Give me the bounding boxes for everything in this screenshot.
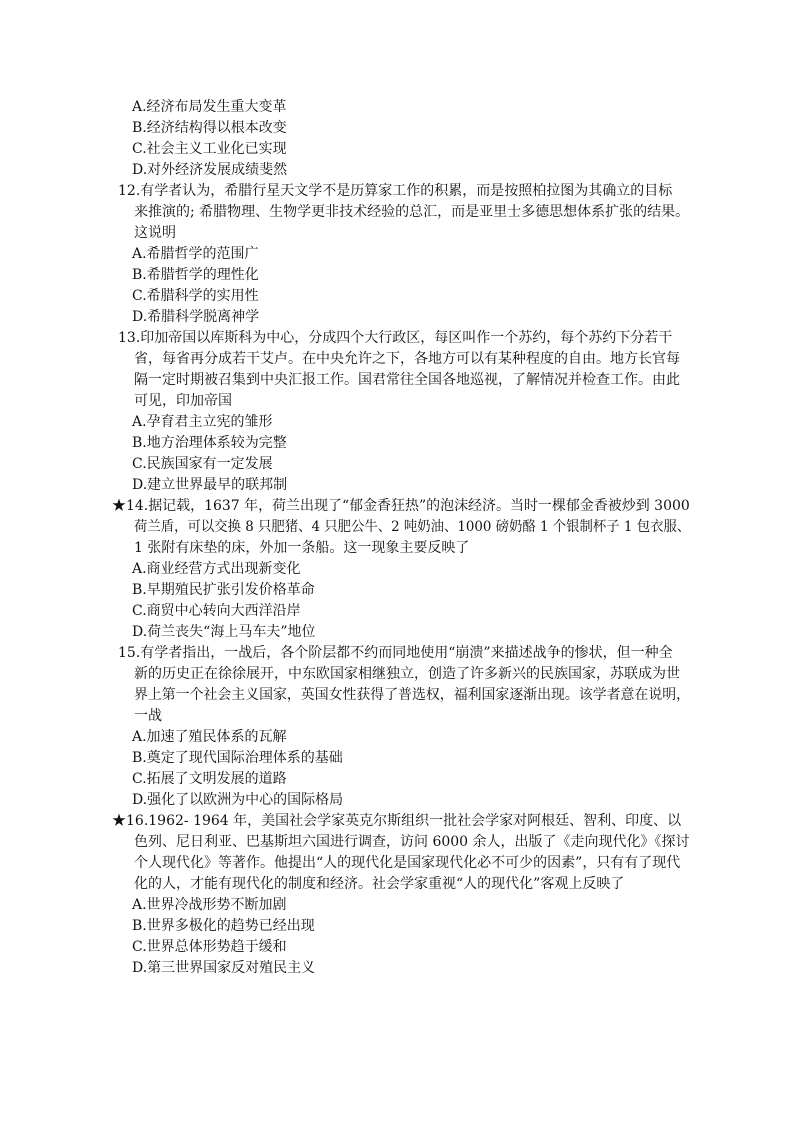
q15-option-d: D.强化了以欧洲为中心的国际格局 — [132, 792, 344, 808]
q15-option-c: C.拓展了文明发展的道路 — [132, 771, 287, 787]
q12-stem-line-2: 来推演的; 希腊物理、生物学更非技术经验的总汇，而是亚里士多德思想体系扩张的结果。 — [134, 204, 690, 220]
q16-stem-line-3: 个人现代化》等著作。他提出“人的现代化是国家现代化必不可少的因素”，只有有了现代 — [134, 855, 681, 871]
q16-stem-line-2: 色列、尼日利亚、巴基斯坦六国进行调查，访问 6000 余人，出版了《走向现代化》《探讨 — [134, 834, 690, 850]
q14-option-b: B.早期殖民扩张引发价格革命 — [132, 582, 315, 598]
q12-option-a: A.希腊哲学的范围广 — [132, 246, 259, 262]
q13-stem-line-2: 省，每省再分成若干艾卢。在中央允许之下，各地方可以有某种程度的自由。地方长官每 — [134, 351, 680, 367]
q16-option-a: A.世界冷战形势不断加剧 — [132, 897, 287, 913]
q16-option-d: D.第三世界国家反对殖民主义 — [132, 960, 316, 976]
q11-option-d: D.对外经济发展成绩斐然 — [132, 162, 288, 178]
q13-option-c: C.民族国家有一定发展 — [132, 456, 273, 472]
q13-stem-line-3: 隔一定时期被召集到中央汇报工作。国君常往全国各地巡视，了解情况并检查工作。由此 — [134, 372, 680, 388]
q14-stem-line-3: 1 张附有床垫的床，外加一条船。这一现象主要反映了 — [134, 540, 470, 556]
q12-option-c: C.希腊科学的实用性 — [132, 288, 259, 304]
q11-option-a: A.经济布局发生重大变革 — [132, 99, 287, 115]
q14-stem-line-1: ★14.据记载，1637 年，荷兰出现了“郁金香狂热”的泡沫经济。当时一棵郁金香被炒到 3000 — [112, 498, 690, 514]
q16-option-c: C.世界总体形势趋于缓和 — [132, 939, 287, 955]
q12-stem-line-1: 12.有学者认为，希腊行星天文学不是历算家工作的积累，而是按照柏拉图为其确立的目标 — [118, 183, 673, 199]
q11-option-b: B.经济结构得以根本改变 — [132, 120, 287, 136]
q15-stem-line-1: 15.有学者指出，一战后，各个阶层都不约而同地使用“崩溃”来描述战争的惨状，但一种全 — [118, 645, 673, 661]
q14-option-a: A.商业经营方式出现新变化 — [132, 561, 301, 577]
q16-option-b: B.世界多极化的趋势已经出现 — [132, 918, 315, 934]
q13-option-d: D.建立世界最早的联邦制 — [132, 477, 288, 493]
q15-stem-line-4: 一战 — [134, 708, 162, 724]
q15-stem-line-2: 新的历史正在徐徐展开，中东欧国家相继独立，创造了许多新兴的民族国家，苏联成为世 — [134, 666, 680, 682]
q13-stem-line-4: 可见，印加帝国 — [134, 393, 232, 409]
q15-stem-line-3: 界上第一个社会主义国家，英国女性获得了普选权，福利国家逐渐出现。该学者意在说明， — [134, 687, 691, 703]
q15-option-b: B.奠定了现代国际治理体系的基础 — [132, 750, 343, 766]
q12-stem-line-3: 这说明 — [134, 225, 176, 241]
q12-option-b: B.希腊哲学的理性化 — [132, 267, 259, 283]
q11-option-c: C.社会主义工业化已实现 — [132, 141, 287, 157]
q14-option-c: C.商贸中心转向大西洋沿岸 — [132, 603, 301, 619]
q13-stem-line-1: 13.印加帝国以库斯科为中心，分成四个大行政区，每区叫作一个苏约，每个苏约下分若干 — [118, 330, 673, 346]
q16-stem-line-4: 化的人，才能有现代化的制度和经济。社会学家重视“人的现代化”客观上反映了 — [134, 876, 625, 892]
q14-stem-line-2: 荷兰盾，可以交换 8 只肥猪、4 只肥公牛、2 吨奶油、1000 磅奶酪 1 个银制杯子 1 包衣服、 — [134, 519, 691, 535]
q14-option-d: D.荷兰丧失“海上马车夫”地位 — [132, 624, 316, 640]
q12-option-d: D.希腊科学脱离神学 — [132, 309, 260, 325]
q13-option-b: B.地方治理体系较为完整 — [132, 435, 287, 451]
q13-option-a: A.孕育君主立宪的雏形 — [132, 414, 273, 430]
q16-stem-line-1: ★16.1962- 1964 年，美国社会学家英克尔斯组织一批社会学家对阿根廷、智利、印度、以 — [112, 813, 682, 829]
q15-option-a: A.加速了殖民体系的瓦解 — [132, 729, 287, 745]
